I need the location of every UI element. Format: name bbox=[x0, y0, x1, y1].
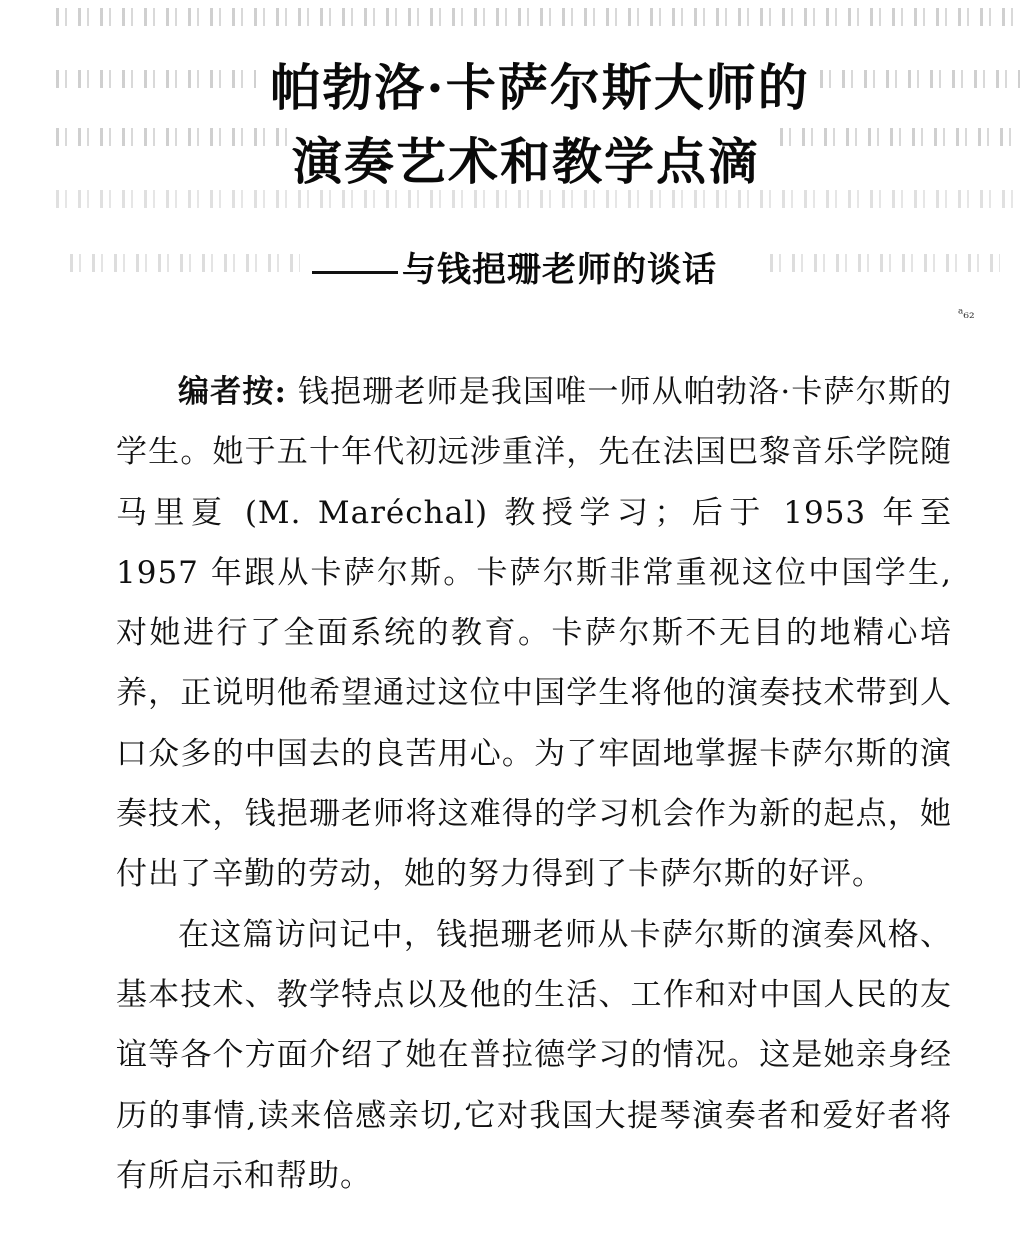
bleed-through-noise bbox=[70, 254, 300, 272]
editor-note-lead: 编者按: bbox=[178, 374, 287, 410]
bleed-through-noise bbox=[56, 190, 1016, 208]
bleed-through-noise bbox=[56, 8, 1016, 26]
editor-note-text-1: 钱挹珊老师是我国唯一师从帕勃洛·卡萨尔斯的学生。她于五十年代初远涉重洋，先在法国巴黎音乐学院随马里夏 (M. Maréchal) 教授学习；后于 1953 年至 1957 年跟从卡萨尔斯。卡萨尔斯非常重视这位中国学生,对她进行了全面系统的教育。卡萨尔斯不无目的地精心培养，正说明他希望通过这位中国学生将他的演奏技术带到人口众多的中国去的良苦用心。为了牢固地掌握卡萨尔斯的演奏技术，钱挹珊老师将这难得的学习机会作为新的起点，她付出了辛勤的劳动，她的努力得到了卡萨尔斯的好评。 bbox=[116, 374, 952, 893]
title-line-1: 帕勃洛·卡萨尔斯大师的 bbox=[270, 58, 810, 117]
bleed-through-noise bbox=[770, 254, 1000, 272]
editor-note-paragraph-1 bbox=[116, 362, 952, 905]
subtitle-dash bbox=[312, 271, 398, 274]
title-line-2: 演奏艺术和教学点滴 bbox=[292, 132, 760, 191]
editor-note bbox=[116, 362, 952, 1206]
margin-mark: ᵃ₆₂ bbox=[958, 306, 975, 322]
editor-note-paragraph-2: 在这篇访问记中，钱挹珊老师从卡萨尔斯的演奏风格、基本技术、教学特点以及他的生活、工作和对中国人民的友谊等各个方面介绍了她在普拉德学习的情况。这是她亲身经历的事情,读来倍感亲切,它对我国大提琴演奏者和爱好者将有所启示和帮助。 bbox=[116, 916, 952, 1194]
subtitle bbox=[312, 248, 717, 292]
subtitle-text: 与钱挹珊老师的谈话 bbox=[402, 250, 717, 290]
